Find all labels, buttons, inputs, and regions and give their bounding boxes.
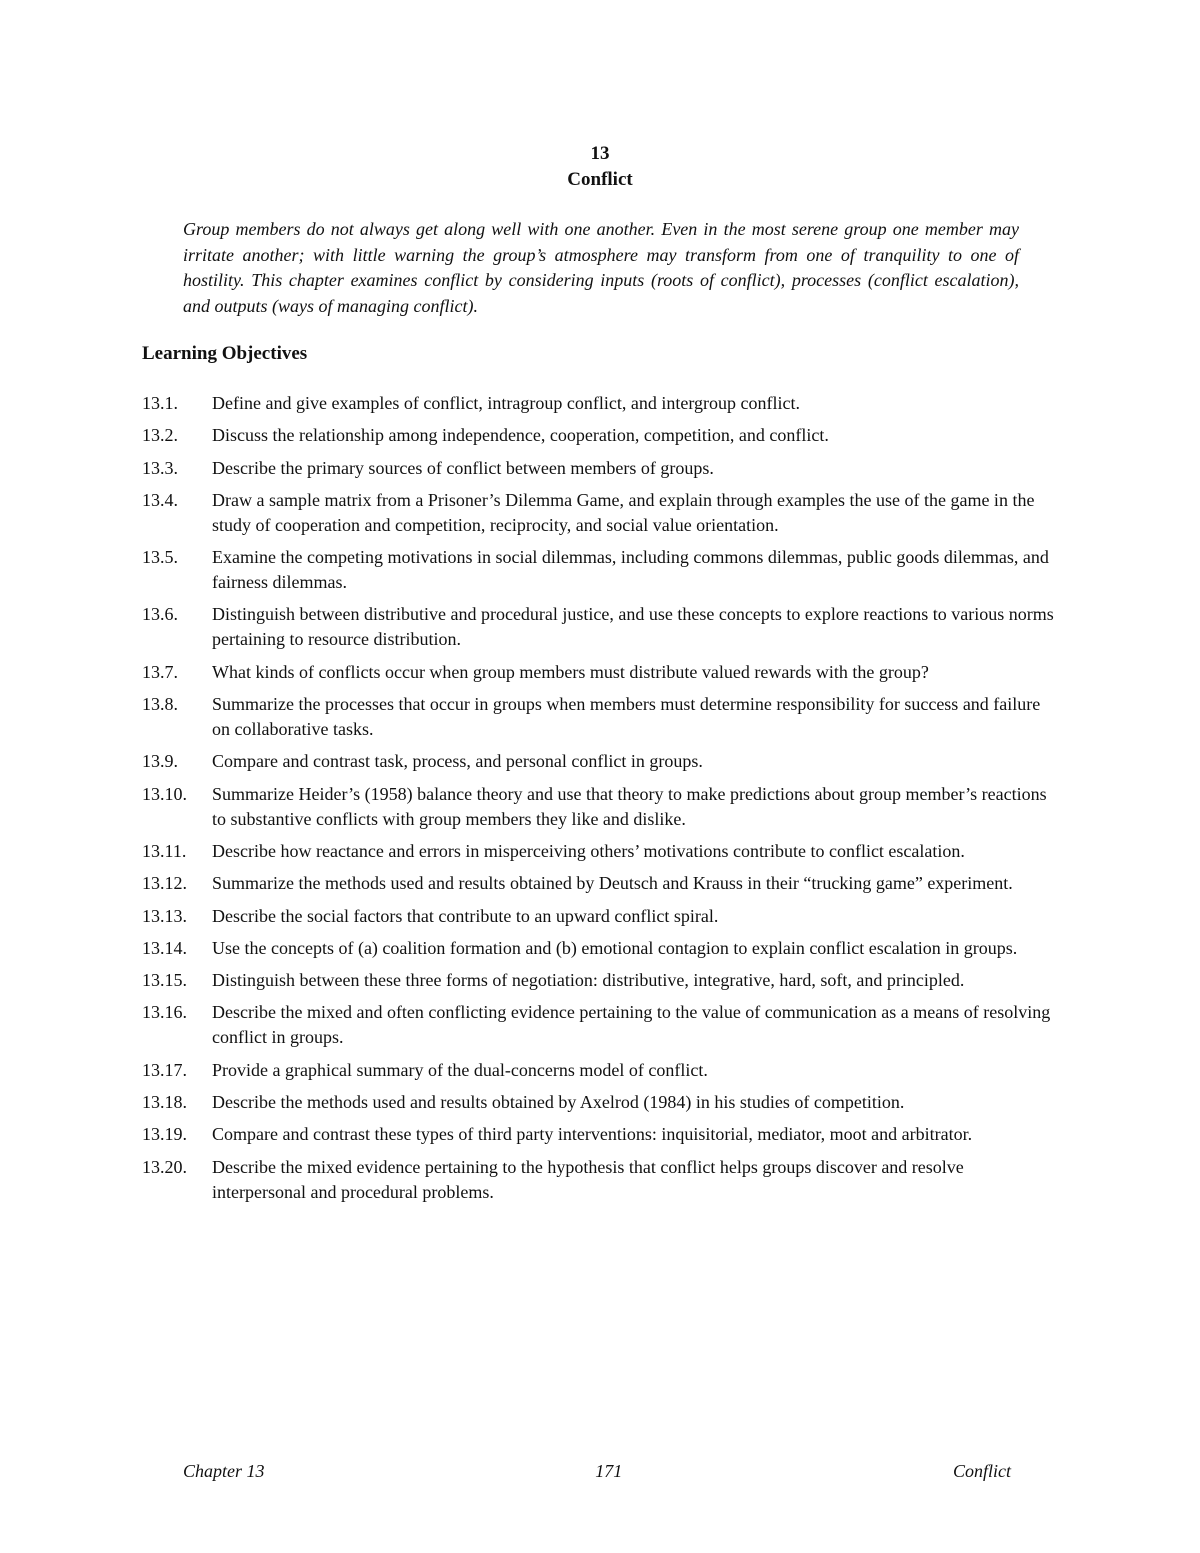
objective-item: [142, 1000, 1062, 1050]
objective-item: [142, 456, 1062, 481]
objective-text: Describe the mixed and often conflicting evidence pertaining to the value of communication as a means of resolving conflict in groups.: [212, 1002, 1051, 1048]
objective-number: 13.10.: [142, 783, 187, 804]
objective-item: [142, 660, 1062, 685]
objective-item: [142, 391, 1062, 416]
objective-text: Compare and contrast these types of third party interventions: inquisitorial, mediator, moot and arbitrator.: [212, 1124, 973, 1145]
objective-number: 13.20.: [142, 1156, 187, 1177]
chapter-number: 13: [590, 143, 610, 164]
objective-item: [142, 602, 1062, 652]
objective-number: 13.7.: [142, 661, 178, 682]
objective-text: Compare and contrast task, process, and personal conflict in groups.: [212, 751, 703, 772]
objective-text: Describe the mixed evidence pertaining to the hypothesis that conflict helps groups discover and resolve interpersonal and procedural problems.: [212, 1156, 964, 1202]
objective-number: 13.13.: [142, 905, 187, 926]
objective-item: [142, 968, 1062, 993]
objective-number: 13.3.: [142, 457, 178, 478]
objective-item: [142, 423, 1062, 448]
objective-number: 13.17.: [142, 1059, 187, 1080]
objective-number: 13.15.: [142, 970, 187, 991]
objective-text: Distinguish between distributive and procedural justice, and use these concepts to explore reactions to various norms pertaining to resource distribution.: [212, 604, 1054, 650]
objective-text: Describe the methods used and results obtained by Axelrod (1984) in his studies of competition.: [212, 1092, 905, 1113]
objective-number: 13.5.: [142, 547, 178, 568]
objective-item: [142, 1122, 1062, 1147]
objective-number: 13.9.: [142, 751, 178, 772]
objective-text: Draw a sample matrix from a Prisoner’s Dilemma Game, and explain through examples the use of the game in the study of cooperation and competition, reciprocity, and social value orientation.: [212, 489, 1035, 535]
learning-objectives-heading: Learning Objectives: [142, 343, 308, 364]
objective-text: Use the concepts of (a) coalition formation and (b) emotional contagion to explain conflict escalation in groups.: [212, 937, 1018, 958]
objective-item: [142, 936, 1062, 961]
objective-number: 13.6.: [142, 604, 178, 625]
objective-number: 13.8.: [142, 694, 178, 715]
objective-text: Examine the competing motivations in social dilemmas, including commons dilemmas, public goods dilemmas, and fairness dilemmas.: [212, 547, 1049, 593]
objective-text: Summarize the processes that occur in groups when members must determine responsibility for success and failure on collaborative tasks.: [212, 694, 1041, 740]
objective-text: Describe the social factors that contribute to an upward conflict spiral.: [212, 905, 719, 926]
chapter-title: Conflict: [567, 169, 633, 190]
objective-number: 13.4.: [142, 489, 178, 510]
objective-number: 13.16.: [142, 1002, 187, 1023]
objective-item: [142, 488, 1062, 538]
objective-item: [142, 782, 1062, 832]
objective-item: [142, 1155, 1062, 1205]
objective-text: Describe the primary sources of conflict between members of groups.: [212, 457, 714, 478]
footer-page-number: 171: [595, 1461, 623, 1481]
objective-text: Define and give examples of conflict, intragroup conflict, and intergroup conflict.: [212, 393, 800, 413]
objective-item: [142, 1058, 1062, 1083]
footer-chapter-label: Chapter 13: [183, 1461, 265, 1481]
objective-text: Distinguish between these three forms of negotiation: distributive, integrative, hard, soft, and principled.: [212, 970, 965, 991]
page-footer: [183, 1459, 1011, 1483]
objective-item: [142, 545, 1062, 595]
objective-number: 13.14.: [142, 937, 187, 958]
objective-item: [142, 749, 1062, 774]
objective-item: [142, 839, 1062, 864]
objective-text: Summarize the methods used and results obtained by Deutsch and Krauss in their “trucking game” experiment.: [212, 873, 1013, 894]
objective-number: 13.18.: [142, 1092, 187, 1113]
objective-text: Discuss the relationship among independence, cooperation, competition, and conflict.: [212, 425, 829, 446]
objective-number: 13.1.: [142, 393, 178, 413]
objective-text: Describe how reactance and errors in misperceiving others’ motivations contribute to conflict escalation.: [212, 840, 965, 861]
objective-item: [142, 692, 1062, 742]
objective-number: 13.11.: [142, 840, 187, 861]
objective-number: 13.2.: [142, 425, 178, 446]
objective-item: [142, 871, 1062, 896]
objective-number: 13.19.: [142, 1124, 187, 1145]
objective-number: 13.12.: [142, 873, 187, 894]
objective-text: What kinds of conflicts occur when group members must distribute valued rewards with the group?: [212, 661, 929, 682]
objective-text: Summarize Heider’s (1958) balance theory and use that theory to make predictions about group member’s reactions to substantive conflicts with group members they like and dislike.: [212, 783, 1047, 829]
chapter-intro: Group members do not always get along well with one another. Even in the most serene group one member may irritate another; with little warning the group’s atmosphere may transform from one of tranquility to one of hostility. This chapter examines conflict by considering inputs (roots of conflict), processes (conflict escalation), and outputs (ways of managing conflict).: [183, 219, 1019, 316]
objective-item: [142, 1090, 1062, 1115]
objective-text: Provide a graphical summary of the dual-concerns model of conflict.: [212, 1059, 708, 1080]
objective-item: [142, 904, 1062, 929]
footer-chapter-title: Conflict: [952, 1461, 1011, 1481]
learning-objectives-list: [142, 391, 1062, 1212]
